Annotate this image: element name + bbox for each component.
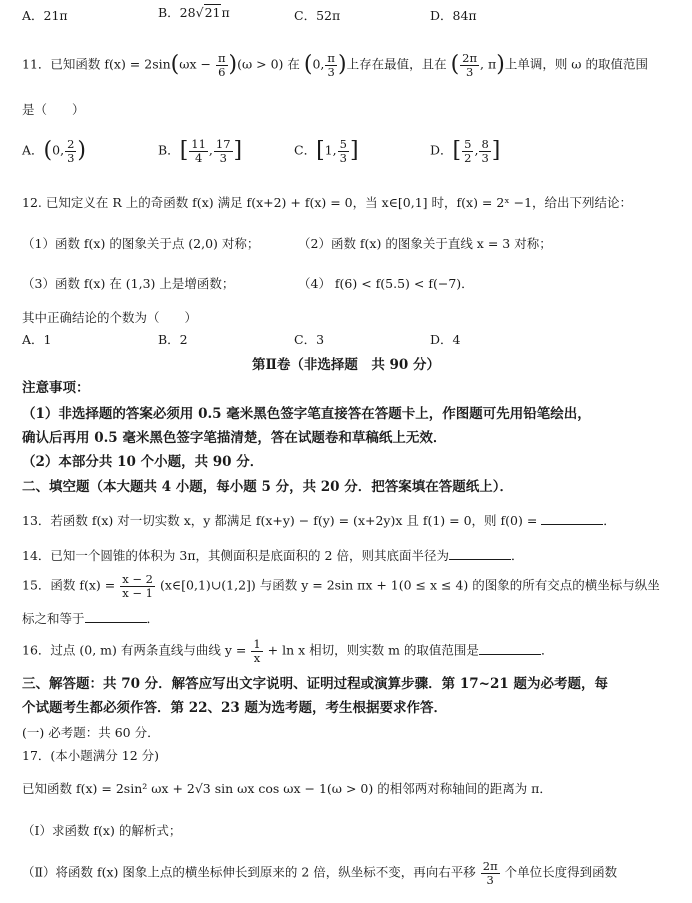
q16-fraction: $\frac{1}{x}$ xyxy=(253,637,261,665)
q11-int1-frac: $\frac{\pi}{3}$ xyxy=(327,51,335,79)
q11-int2-right: , π xyxy=(480,56,497,72)
q10-option-d: D．84π xyxy=(430,8,477,23)
q11-fx: f(x) = 2sin xyxy=(104,56,171,72)
q16-answer-blank[interactable] xyxy=(479,644,541,655)
q13-answer-blank[interactable] xyxy=(541,514,603,525)
q11-int1-left: 0, xyxy=(312,56,325,72)
q12-conclusion-2: （2）函数 f(x) 的图象关于直线 x = 3 对称； xyxy=(298,236,552,251)
q15-line2: 标之和等于 ． xyxy=(22,611,160,626)
q12-option-b: B．2 xyxy=(158,332,188,347)
q15 xyxy=(22,573,660,599)
section-title: 第Ⅱ卷（非选择题 共 90 分） xyxy=(251,357,441,373)
q11-option-d: D．[ $\frac{5}{2}$ , $\frac{8}{3}$ ] xyxy=(430,137,501,165)
q11-option-a: A．(0, $\frac{2}{3}$ ) xyxy=(22,137,86,165)
q11-pi-over-6: $\frac{\pi}{6}$ xyxy=(217,51,226,79)
q12-conclusion-3: （3）函数 f(x) 在 (1,3) 上是增函数； xyxy=(22,276,235,291)
q17-stem: 已知函数 f(x) = 2sin² ωx + 2√3 sin ωx cos ωx − 1(ω > 0) 的相邻两对称轴间的距离为 π． xyxy=(22,781,552,796)
part-2-heading: 二、填空题（本大题共 4 小题，每小题 5 分，共 20 分．把答案填在答题纸上）． xyxy=(22,479,514,495)
q17-shift-fraction: $\frac{2\pi}{3}$ xyxy=(482,859,498,887)
q12-option-a: A．1 xyxy=(22,332,52,347)
q11-mid: 上存在最值，且在 xyxy=(346,56,447,72)
q11-lead: 11．已知函数 xyxy=(22,56,101,72)
q10-option-b-prefix: B．28 xyxy=(158,5,196,20)
q14: 14．已知一个圆锥的体积为 3π，其侧面积是底面积的 2 倍，则其底面半径为 ． xyxy=(22,548,524,563)
q10-option-b-suffix: π xyxy=(221,5,230,20)
q13: 13．若函数 f(x) 对一切实数 x，y 都满足 f(x+y) − f(y) = (x+2y)x 且 f(1) = 0，则 f(0) = ． xyxy=(22,513,616,528)
q11-option-c: C．[1, $\frac{5}{3}$ ] xyxy=(294,137,359,165)
q11-tail: 上单调，则 ω 的取值范围 xyxy=(504,56,648,72)
q13-text: 13．若函数 f(x) 对一切实数 x，y 都满足 f(x+y) − f(y) = (x+2y)x 且 f(1) = 0，则 f(0) = xyxy=(22,513,538,528)
q16-rest: + ln x 相切，则实数 m 的取值范围是 xyxy=(267,642,479,658)
part-3-subheading: (一) 必考题：共 60 分． xyxy=(22,725,160,740)
q17-heading: 17．(本小题满分 12 分) xyxy=(22,748,160,763)
q11-line2: 是（ ） xyxy=(22,102,85,117)
notes-heading: 注意事项： xyxy=(22,380,90,396)
q16-lead: 16．过点 (0, m) 有两条直线与曲线 y = xyxy=(22,642,247,658)
q11-stem: 11．已知函数 f(x) = 2sin(ωx − $\frac{\pi}{6}$ )(ω > 0) 在 (0, $\frac{\pi}{3}$ )上存在最值，且在 ( $\frac{2\pi}{3}$ , π)上单调，则 ω 的取值范围 xyxy=(22,51,648,79)
q11-cond: (ω > 0) 在 xyxy=(237,56,300,72)
q12-option-d: D．4 xyxy=(430,332,461,347)
q12-option-c: C．3 xyxy=(294,332,325,347)
q15-answer-blank[interactable] xyxy=(85,612,147,623)
q10-option-a: A．21π xyxy=(22,8,68,23)
q16: 16．过点 (0, m) 有两条直线与曲线 y = $\frac{1}{x}$ + ln x 相切，则实数 m 的取值范围是 ． xyxy=(22,637,554,665)
q10-option-b: B．28√21π xyxy=(158,5,230,20)
q12-conclusion-4: （4） f(6) < f(5.5) < f(−7)． xyxy=(298,276,474,291)
q11-int2-frac: $\frac{2\pi}{3}$ xyxy=(462,51,478,79)
part-3-heading-line2: 个试题考生都必须作答．第 22、23 题为选考题，考生根据要求作答． xyxy=(22,700,447,716)
q15-rest: (x∈[0,1)∪(1,2]) 与函数 y = 2sin πx + 1(0 ≤ x ≤ 4) 的图象的所有交点的横坐标与纵坐 xyxy=(159,577,660,593)
q11-option-b: B．[ $\frac{11}{4}$ , $\frac{17}{3}$ ] xyxy=(158,137,243,165)
q15-fraction: $\frac{x - 2}{x - 1}$ xyxy=(122,572,153,600)
q10-option-b-radicand: 21 xyxy=(204,5,221,20)
q10-option-c: C．52π xyxy=(294,8,341,23)
note-1-line-a: （1）非选择题的答案必须用 0.5 毫米黑色签字笔直接答在答题卡上，作图题可先用铅笔绘出， xyxy=(22,406,591,422)
q17-part-2: （Ⅱ）将函数 f(x) 图象上点的横坐标伸长到原来的 2 倍，纵坐标不变，再向右平移 $\frac{2\pi}{3}$ 个单位长度得到函数 xyxy=(22,859,618,887)
q17-part-1: （Ⅰ）求函数 f(x) 的解析式； xyxy=(22,823,182,838)
q15-lead: 15．函数 f(x) = xyxy=(22,577,116,593)
q11-inner: ωx − xyxy=(179,56,211,72)
q12-ask: 其中正确结论的个数为（ ） xyxy=(22,310,198,325)
q14-text: 14．已知一个圆锥的体积为 3π，其侧面积是底面积的 2 倍，则其底面半径为 xyxy=(22,548,449,563)
q12-stem: 12. 已知定义在 R 上的奇函数 f(x) 满足 f(x+2) + f(x) = 0，当 x∈[0,1] 时，f(x) = 2ˣ −1，给出下列结论： xyxy=(22,195,633,210)
q14-answer-blank[interactable] xyxy=(449,549,511,560)
part-3-heading-line1: 三、解答题：共 70 分．解答应写出文字说明、证明过程或演算步骤．第 17~21 题为必考题，每 xyxy=(22,676,608,692)
q12-conclusion-1: （1）函数 f(x) 的图象关于点 (2,0) 对称； xyxy=(22,236,260,251)
note-1-line-b: 确认后再用 0.5 毫米黑色签字笔描清楚，答在试题卷和草稿纸上无效． xyxy=(22,430,447,446)
note-2: （2）本部分共 10 个小题，共 90 分． xyxy=(22,454,264,470)
